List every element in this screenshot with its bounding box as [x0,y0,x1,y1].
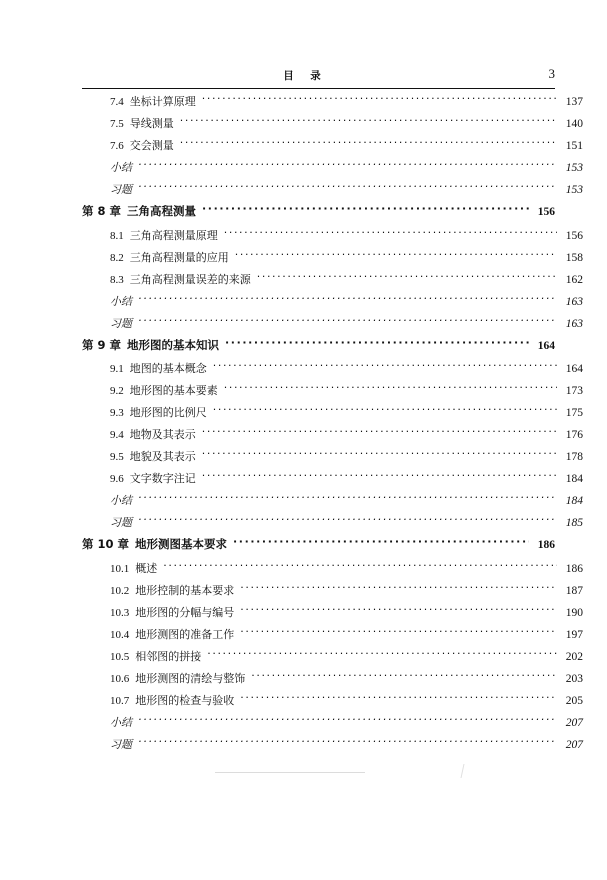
toc-entry-page: 173 [565,385,583,397]
toc-entry-page: 178 [565,451,583,463]
toc-entry-number: 9.5 [110,451,124,463]
toc-entry[interactable] [82,162,583,175]
toc-entry-number: 8.2 [110,251,124,264]
toc-leader-dots [180,137,557,148]
toc-entry-page: 186 [565,562,583,575]
toc-entry[interactable] [82,451,583,464]
toc-entry-label: 地物及其表示 [129,428,196,441]
toc-leader-dots [233,536,529,547]
toc-entry[interactable] [82,651,583,664]
toc-entry-number: 8.1 [110,229,124,242]
toc-leader-dots [202,93,557,104]
toc-entry[interactable] [82,563,583,576]
toc-entry-label: 地形图的基本要素 [129,384,218,397]
toc-entry[interactable] [82,539,555,552]
toc-entry-page: 164 [537,339,555,352]
toc-leader-dots [202,448,557,459]
toc-entry-page: 140 [565,118,583,130]
toc-entry-label: 小结 [110,294,132,308]
toc-entry[interactable] [82,118,583,131]
toc-entry-page: 163 [565,317,583,330]
toc-entry[interactable] [82,337,555,353]
toc-entry-page: 184 [565,495,583,507]
toc-entry[interactable] [82,318,583,331]
page-header [0,68,607,90]
toc-leader-dots [138,492,557,503]
toc-entry-page: 184 [565,473,583,485]
toc-leader-dots [163,560,557,571]
toc-leader-dots [251,670,557,681]
toc-entry-page: 137 [565,96,583,108]
toc-entry-label: 三角高程测量的应用 [129,250,229,264]
toc-leader-dots [240,626,557,637]
toc-entry-number: 9.1 [110,363,124,375]
toc-entry-number: 10.4 [110,628,130,641]
toc-leader-dots [202,203,529,214]
toc-entry[interactable] [82,296,583,309]
toc-entry-page: 153 [565,162,583,174]
toc-entry-label: 相邻图的拼接 [135,649,202,663]
toc-entry-number: 10.7 [110,694,130,707]
toc-entry[interactable] [82,607,583,620]
toc-entry[interactable] [82,629,583,642]
toc-leader-dots [138,181,557,192]
toc-leader-dots [138,293,557,304]
toc-entry-label: 文字数字注记 [129,472,196,485]
toc-entry[interactable] [82,184,583,197]
header-divider [82,88,555,89]
toc-leader-dots [180,115,557,126]
toc-entry-number: 10.1 [110,562,130,575]
toc-entry-page: 151 [565,140,583,152]
toc-entry[interactable] [82,673,583,686]
toc-entry-page: 156 [565,229,583,242]
toc-entry-label: 小结 [110,715,132,729]
toc-entry-page: 207 [565,738,583,751]
toc-leader-dots [138,315,557,326]
toc-leader-dots [202,426,557,437]
toc-entry-number: 8.3 [110,273,124,286]
toc-entry-label: 小结 [110,161,132,174]
toc-leader-dots [240,692,557,703]
toc-entry-label: 三角高程测量原理 [129,228,218,242]
toc-entry-number: 10.5 [110,650,130,663]
toc-entry-number: 9.2 [110,385,124,397]
toc-leader-dots [225,337,529,348]
toc-leader-dots [138,514,557,525]
toc-entry-page: 205 [565,694,583,707]
toc-entry[interactable] [82,252,583,265]
toc-entry-label: 坐标计算原理 [129,95,196,108]
toc-entry-label: 导线测量 [129,117,174,130]
toc-entry-label: 地形图的基本知识 [127,337,220,352]
toc-entry-number: 第 9 章 [82,337,122,352]
header-page-number: 3 [548,66,555,81]
toc-entry-page: 202 [565,650,583,663]
toc-entry-label: 习题 [110,183,132,196]
toc-entry-page: 207 [565,716,583,729]
toc-entry-number: 第 8 章 [82,204,122,218]
toc-entry-label: 地形控制的基本要求 [135,583,235,597]
toc-entry-number: 10.2 [110,584,130,597]
toc-leader-dots [235,249,557,260]
toc-entry-page: 162 [565,273,583,286]
toc-entry-number: 9.3 [110,407,124,419]
toc-entry[interactable] [82,585,583,598]
toc-leader-dots [224,227,557,238]
toc-leader-dots [213,360,557,371]
toc-entry[interactable] [82,140,583,153]
toc-entry-label: 三角高程测量误差的来源 [129,272,251,286]
toc-entry[interactable] [82,517,583,530]
toc-leader-dots [240,582,557,593]
toc-entry[interactable] [82,96,583,109]
toc-entry-page: 153 [565,184,583,196]
toc-entry-page: 163 [565,295,583,308]
toc-leader-dots [224,382,557,393]
toc-entry-label: 地形测图的准备工作 [135,627,235,641]
toc-leader-dots [202,470,557,481]
toc-entry[interactable] [82,495,583,508]
toc-entry-label: 习题 [110,737,132,751]
toc-entry-label: 地形测图基本要求 [135,537,228,551]
toc-leader-dots [257,271,557,282]
toc-entry[interactable] [82,739,583,752]
toc-entry-label: 地形图的分幅与编号 [135,605,235,619]
toc-entry[interactable] [82,206,555,219]
toc-entry[interactable] [82,429,583,442]
toc-leader-dots [138,159,557,170]
toc-entry[interactable] [82,230,583,243]
toc-entry-label: 概述 [135,561,158,575]
toc-entry-label: 习题 [110,516,132,529]
toc-entry[interactable] [82,385,583,398]
toc-entry-page: 176 [565,429,583,441]
toc-entry-page: 185 [565,517,583,529]
toc-entry-page: 158 [565,251,583,264]
header-title: 目 录 [283,70,324,82]
toc-entry-label: 三角高程测量 [127,204,197,218]
toc-entry-number: 9.4 [110,429,124,441]
toc-entry-page: 187 [565,584,583,597]
toc-entry-page: 190 [565,606,583,619]
page-artifact-line [215,772,365,773]
toc-entry-page: 156 [537,206,555,218]
toc-entry-label: 交会测量 [129,139,174,152]
toc-entry[interactable] [82,695,583,708]
toc-entry-page: 203 [565,672,583,685]
toc-entry-label: 地貌及其表示 [129,450,196,463]
toc-entry[interactable] [82,274,583,287]
toc-entry-label: 地形图的比例尺 [129,406,207,419]
toc-entry[interactable] [82,407,583,420]
toc-entry-page: 197 [565,628,583,641]
toc-entry-number: 第 10 章 [82,537,130,551]
toc-entry-number: 10.6 [110,672,130,685]
toc-leader-dots [138,736,557,747]
toc-entry-label: 习题 [110,316,132,330]
toc-entry-number: 7.4 [110,96,124,108]
toc-entry-page: 186 [537,539,555,551]
toc-entry-label: 小结 [110,494,132,507]
toc-entry-number: 10.3 [110,606,130,619]
page-artifact-mark [461,764,483,778]
toc-entry[interactable] [82,717,583,730]
toc-leader-dots [138,714,557,725]
toc-entry-number: 9.6 [110,473,124,485]
toc-leader-dots [240,604,557,615]
toc-leader-dots [207,648,557,659]
toc-leader-dots [213,404,557,415]
toc-entry-page: 164 [565,363,583,375]
table-of-contents [82,95,583,761]
toc-entry[interactable] [82,363,583,376]
toc-entry-number: 7.5 [110,118,124,130]
toc-entry-label: 地形测图的清绘与整饰 [135,671,246,685]
toc-entry[interactable] [82,473,583,486]
toc-entry-number: 7.6 [110,140,124,152]
toc-entry-label: 地图的基本概念 [129,362,207,375]
toc-entry-label: 地形图的检查与验收 [135,693,235,707]
toc-entry-page: 175 [565,407,583,419]
